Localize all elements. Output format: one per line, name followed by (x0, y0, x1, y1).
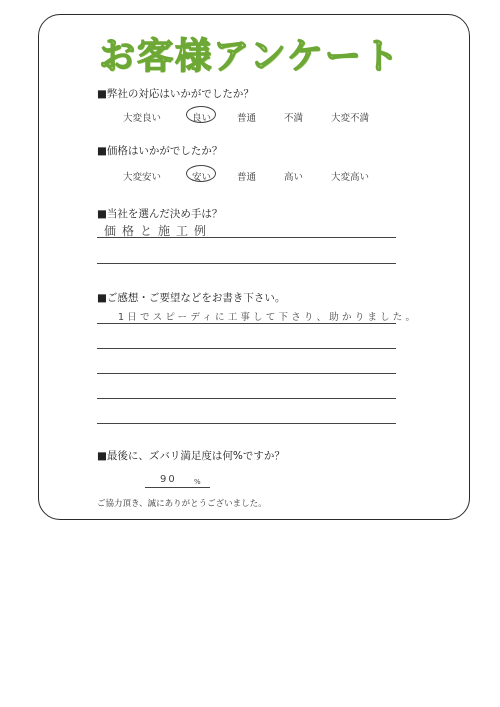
question-4-answer: 1日でスピーディに工事して下さり、助かりました。 (118, 312, 419, 323)
q1-option-average[interactable]: 普通 (237, 113, 257, 124)
q1-option-very-good[interactable]: 大変良い (123, 113, 162, 124)
q2-option-very-cheap[interactable]: 大変安い (123, 172, 162, 183)
q4-answer-line-3 (97, 373, 396, 374)
question-2-label: ■価格はいかがでしたか？ (97, 145, 223, 157)
question-1-label: ■弊社の対応はいかがでしたか？ (97, 88, 254, 100)
question-5-label: ■最後に、ズバリ満足度は何%ですか？ (97, 450, 285, 462)
question-4-label: ■ご感想・ご要望などをお書き下さい。 (97, 292, 286, 304)
q1-selected-circle (186, 106, 216, 123)
q5-answer-line (145, 487, 210, 488)
q3-answer-line-1 (97, 237, 396, 238)
question-3-answer: 価格と施工例 (104, 224, 213, 238)
q3-answer-line-2 (97, 263, 396, 264)
footer-thanks: ご協力頂き、誠にありがとうございました。 (97, 499, 267, 509)
q4-answer-line-5 (97, 423, 396, 424)
question-5-unit: % (194, 478, 201, 486)
q2-option-cheap[interactable]: 安い (192, 172, 212, 183)
page-title: お客様アンケート (99, 36, 401, 77)
q2-option-average[interactable]: 普通 (237, 172, 257, 183)
q2-option-expensive[interactable]: 高い (284, 172, 304, 183)
question-3-label: ■当社を選んだ決め手は？ (97, 208, 223, 220)
q4-answer-line-2 (97, 348, 396, 349)
q1-option-dissatisfied[interactable]: 不満 (284, 113, 304, 124)
q2-selected-circle (186, 165, 216, 182)
q1-option-good[interactable]: 良い (192, 113, 212, 124)
q4-answer-line-4 (97, 398, 396, 399)
q1-option-very-dissatisfied[interactable]: 大変不満 (331, 113, 370, 124)
q4-answer-line-1 (97, 323, 396, 324)
q2-option-very-expensive[interactable]: 大変高い (331, 172, 370, 183)
question-5-answer: 90 (160, 474, 177, 485)
